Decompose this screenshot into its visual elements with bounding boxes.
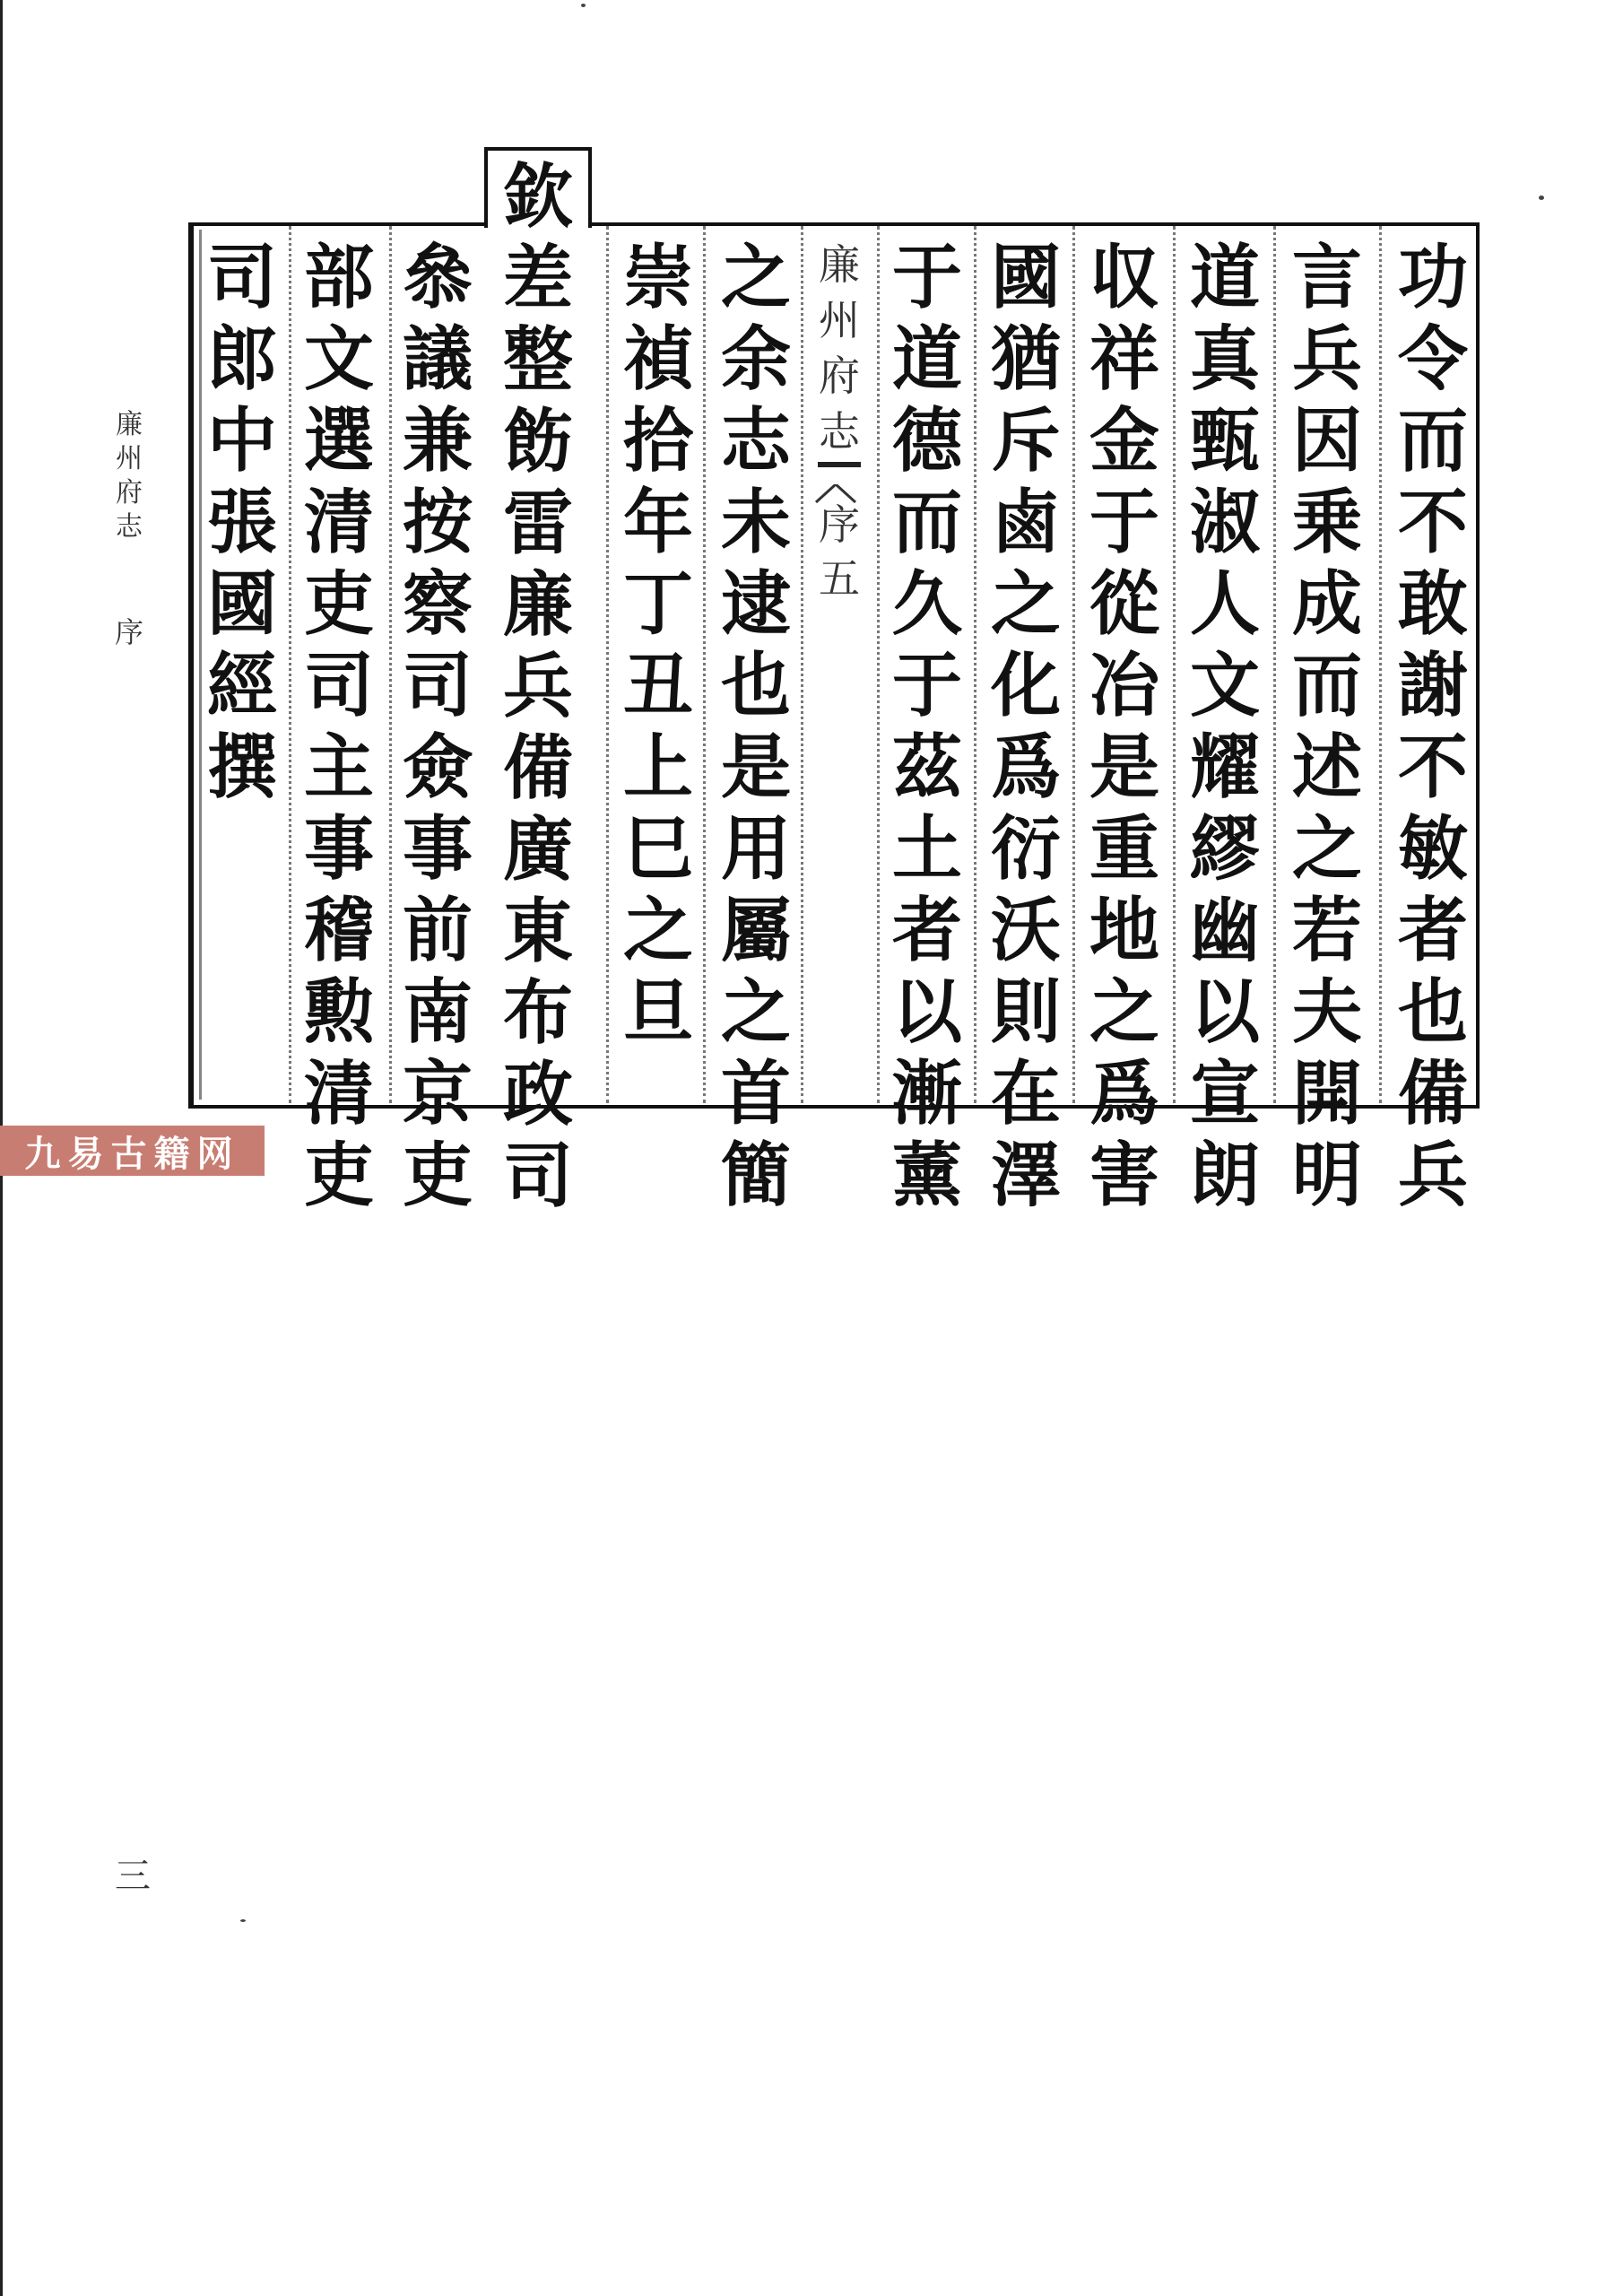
column-char: 首 (720, 1053, 791, 1135)
column-divider (289, 226, 291, 1103)
column-char: 之 (1089, 971, 1159, 1053)
column-char: 之 (720, 237, 791, 318)
column-char: 禎 (622, 318, 693, 400)
column-char: 前 (402, 890, 473, 971)
margin-book-title (109, 408, 149, 544)
column-char: 述 (1291, 726, 1362, 808)
column-char: 欽 (502, 156, 573, 238)
column-char: 郎 (206, 318, 277, 400)
column-char: 廉 (502, 564, 573, 646)
column-char: 布 (502, 972, 573, 1054)
margin-title-char: 府 (116, 477, 143, 509)
column-char: 耀 (1189, 726, 1260, 808)
column-char: 斥 (990, 400, 1061, 482)
column-char: 叅 (402, 237, 473, 318)
column-char: 繆 (1189, 808, 1260, 890)
column-char: 道 (1189, 237, 1260, 318)
column-char: 清 (303, 482, 374, 563)
column-char: 爲 (990, 726, 1061, 808)
column-char: 稽 (303, 890, 374, 971)
column-char: 漸 (891, 1053, 962, 1135)
column-char: 用 (720, 808, 791, 890)
column-char: 中 (206, 400, 277, 482)
column-char: 司 (303, 645, 374, 726)
margin-title-char: 州 (116, 443, 143, 474)
column-char: 而 (1291, 645, 1362, 726)
text-column-6 (884, 237, 970, 1216)
column-char: 明 (1291, 1135, 1362, 1216)
center-title (803, 237, 875, 459)
column-char: 主 (303, 726, 374, 808)
column-divider (801, 226, 803, 1103)
column-char: 幽 (1189, 890, 1260, 971)
column-char: 化 (990, 645, 1061, 726)
print-speck (581, 4, 586, 7)
column-char: 備 (502, 727, 573, 809)
column-char: 旦 (622, 971, 693, 1053)
column-char: 也 (720, 645, 791, 726)
text-column-2 (1284, 237, 1370, 1216)
column-char: 開 (1291, 1053, 1362, 1135)
column-char: 兼 (402, 400, 473, 482)
print-speck (1539, 196, 1544, 200)
print-speck (240, 1919, 246, 1922)
column-char: 之 (1291, 808, 1362, 890)
column-char: 猶 (990, 318, 1061, 400)
column-char: 而 (891, 482, 962, 563)
text-column-9 (495, 156, 581, 1217)
column-char: 司 (402, 645, 473, 726)
column-char: 地 (1089, 890, 1159, 971)
column-char: 之 (622, 890, 693, 971)
column-divider (1173, 226, 1176, 1103)
column-char: 以 (891, 971, 962, 1053)
text-column-8 (615, 237, 701, 1098)
column-char: 祥 (1089, 318, 1159, 400)
column-char: 清 (303, 1053, 374, 1135)
center-section (803, 498, 875, 605)
column-char: 拾 (622, 400, 693, 482)
column-char: 也 (1397, 971, 1468, 1053)
column-char: 敏 (1397, 808, 1468, 890)
text-column-4 (1081, 237, 1167, 1216)
column-char: 澤 (990, 1135, 1061, 1216)
column-char: 者 (891, 890, 962, 971)
column-divider (1273, 226, 1276, 1103)
column-divider (1072, 226, 1075, 1103)
column-char: 久 (891, 563, 962, 645)
column-char: 衍 (990, 808, 1061, 890)
column-char: 廣 (502, 809, 573, 891)
column-char: 整 (502, 319, 573, 401)
column-divider (389, 226, 392, 1103)
center-section-char: 序 (819, 500, 860, 549)
column-divider (974, 226, 976, 1103)
column-char: 不 (1397, 726, 1468, 808)
column-char: 文 (303, 318, 374, 400)
column-char: 兵 (1397, 1135, 1468, 1216)
column-char: 未 (720, 482, 791, 563)
column-char: 差 (502, 238, 573, 319)
margin-section-label: 序 (114, 615, 143, 649)
column-char: 冶 (1089, 645, 1159, 726)
column-char: 僉 (402, 726, 473, 808)
column-char: 敢 (1397, 563, 1468, 645)
center-title-char: 府 (819, 352, 860, 400)
column-char: 茲 (891, 726, 962, 808)
column-char: 之 (720, 971, 791, 1053)
column-divider (703, 226, 706, 1103)
column-char: 金 (1089, 400, 1159, 482)
column-char: 収 (1089, 237, 1159, 318)
column-char: 政 (502, 1054, 573, 1135)
column-char: 巳 (622, 808, 693, 890)
column-char: 道 (891, 318, 962, 400)
column-char: 薰 (891, 1135, 962, 1216)
column-char: 吏 (303, 563, 374, 645)
margin-title-char: 志 (116, 511, 143, 543)
column-char: 者 (1397, 890, 1468, 971)
column-char: 兵 (502, 646, 573, 727)
column-char: 害 (1089, 1135, 1159, 1216)
column-char: 朗 (1189, 1135, 1260, 1216)
column-char: 甄 (1189, 400, 1260, 482)
column-divider (877, 226, 880, 1103)
column-char: 丁 (622, 563, 693, 645)
site-watermark (0, 1126, 265, 1176)
column-char: 兵 (1291, 318, 1362, 400)
column-char: 不 (1397, 482, 1468, 563)
column-char: 崇 (622, 237, 693, 318)
column-char: 部 (303, 237, 374, 318)
fold-center-column (803, 224, 875, 1103)
center-title-char: 廉 (819, 240, 860, 289)
text-column-3 (1182, 237, 1268, 1216)
column-char: 以 (1189, 971, 1260, 1053)
text-column-12 (199, 237, 285, 1098)
column-char: 備 (1397, 1053, 1468, 1135)
column-char: 重 (1089, 808, 1159, 890)
column-char: 逮 (720, 563, 791, 645)
column-char: 簡 (720, 1135, 791, 1216)
column-char: 人 (1189, 563, 1260, 645)
column-divider (1379, 226, 1382, 1103)
column-char: 南 (402, 971, 473, 1053)
column-char: 爲 (1089, 1053, 1159, 1135)
column-char: 而 (1397, 400, 1468, 482)
margin-title-char: 廉 (116, 409, 143, 440)
column-char: 之 (990, 563, 1061, 645)
column-char: 真 (1189, 318, 1260, 400)
column-char: 事 (402, 808, 473, 890)
column-char: 經 (206, 645, 277, 726)
column-char: 司 (206, 237, 277, 318)
column-char: 雷 (502, 483, 573, 564)
column-char: 年 (622, 482, 693, 563)
center-title-char: 州 (819, 296, 860, 344)
column-char: 是 (1089, 726, 1159, 808)
column-char: 于 (891, 237, 962, 318)
column-char: 在 (990, 1053, 1061, 1135)
column-char: 丑 (622, 645, 693, 726)
column-char: 從 (1089, 563, 1159, 645)
column-char: 宣 (1189, 1053, 1260, 1135)
column-char: 德 (891, 400, 962, 482)
column-char: 志 (720, 400, 791, 482)
column-char: 事 (303, 808, 374, 890)
column-char: 土 (891, 808, 962, 890)
center-section-char: 五 (819, 554, 860, 603)
column-char: 勲 (303, 971, 374, 1053)
fishtail-bar (818, 462, 861, 467)
column-char: 國 (990, 237, 1061, 318)
text-column-1 (1390, 237, 1476, 1216)
column-divider (606, 226, 609, 1103)
column-char: 令 (1397, 318, 1468, 400)
column-char: 京 (402, 1053, 473, 1135)
column-char: 司 (502, 1135, 573, 1217)
column-char: 飭 (502, 401, 573, 483)
center-title-char: 志 (819, 407, 860, 456)
column-char: 則 (990, 971, 1061, 1053)
column-char: 余 (720, 318, 791, 400)
column-char: 選 (303, 400, 374, 482)
column-char: 淑 (1189, 482, 1260, 563)
column-char: 撰 (206, 726, 277, 808)
column-char: 功 (1397, 237, 1468, 318)
column-char: 張 (206, 482, 277, 563)
column-char: 若 (1291, 890, 1362, 971)
column-char: 議 (402, 318, 473, 400)
column-char: 言 (1291, 237, 1362, 318)
page-number: 三 (115, 1856, 151, 1897)
column-char: 沃 (990, 890, 1061, 971)
text-column-7 (713, 237, 799, 1216)
column-char: 于 (1089, 482, 1159, 563)
column-char: 東 (502, 891, 573, 972)
column-char: 屬 (720, 890, 791, 971)
column-char: 上 (622, 726, 693, 808)
column-char: 察 (402, 563, 473, 645)
text-column-10 (395, 237, 481, 1216)
column-char: 成 (1291, 563, 1362, 645)
column-char: 國 (206, 563, 277, 645)
column-char: 文 (1189, 645, 1260, 726)
column-char: 謝 (1397, 645, 1468, 726)
column-char: 于 (891, 645, 962, 726)
column-char: 因 (1291, 400, 1362, 482)
column-char: 是 (720, 726, 791, 808)
column-char: 吏 (402, 1135, 473, 1216)
column-char: 吏 (303, 1135, 374, 1216)
column-char: 乗 (1291, 482, 1362, 563)
column-char: 夫 (1291, 971, 1362, 1053)
watermark-text: 九易古籍网 (24, 1132, 240, 1175)
text-column-11 (296, 237, 382, 1216)
column-char: 按 (402, 482, 473, 563)
column-char: 鹵 (990, 482, 1061, 563)
text-column-5 (983, 237, 1069, 1216)
